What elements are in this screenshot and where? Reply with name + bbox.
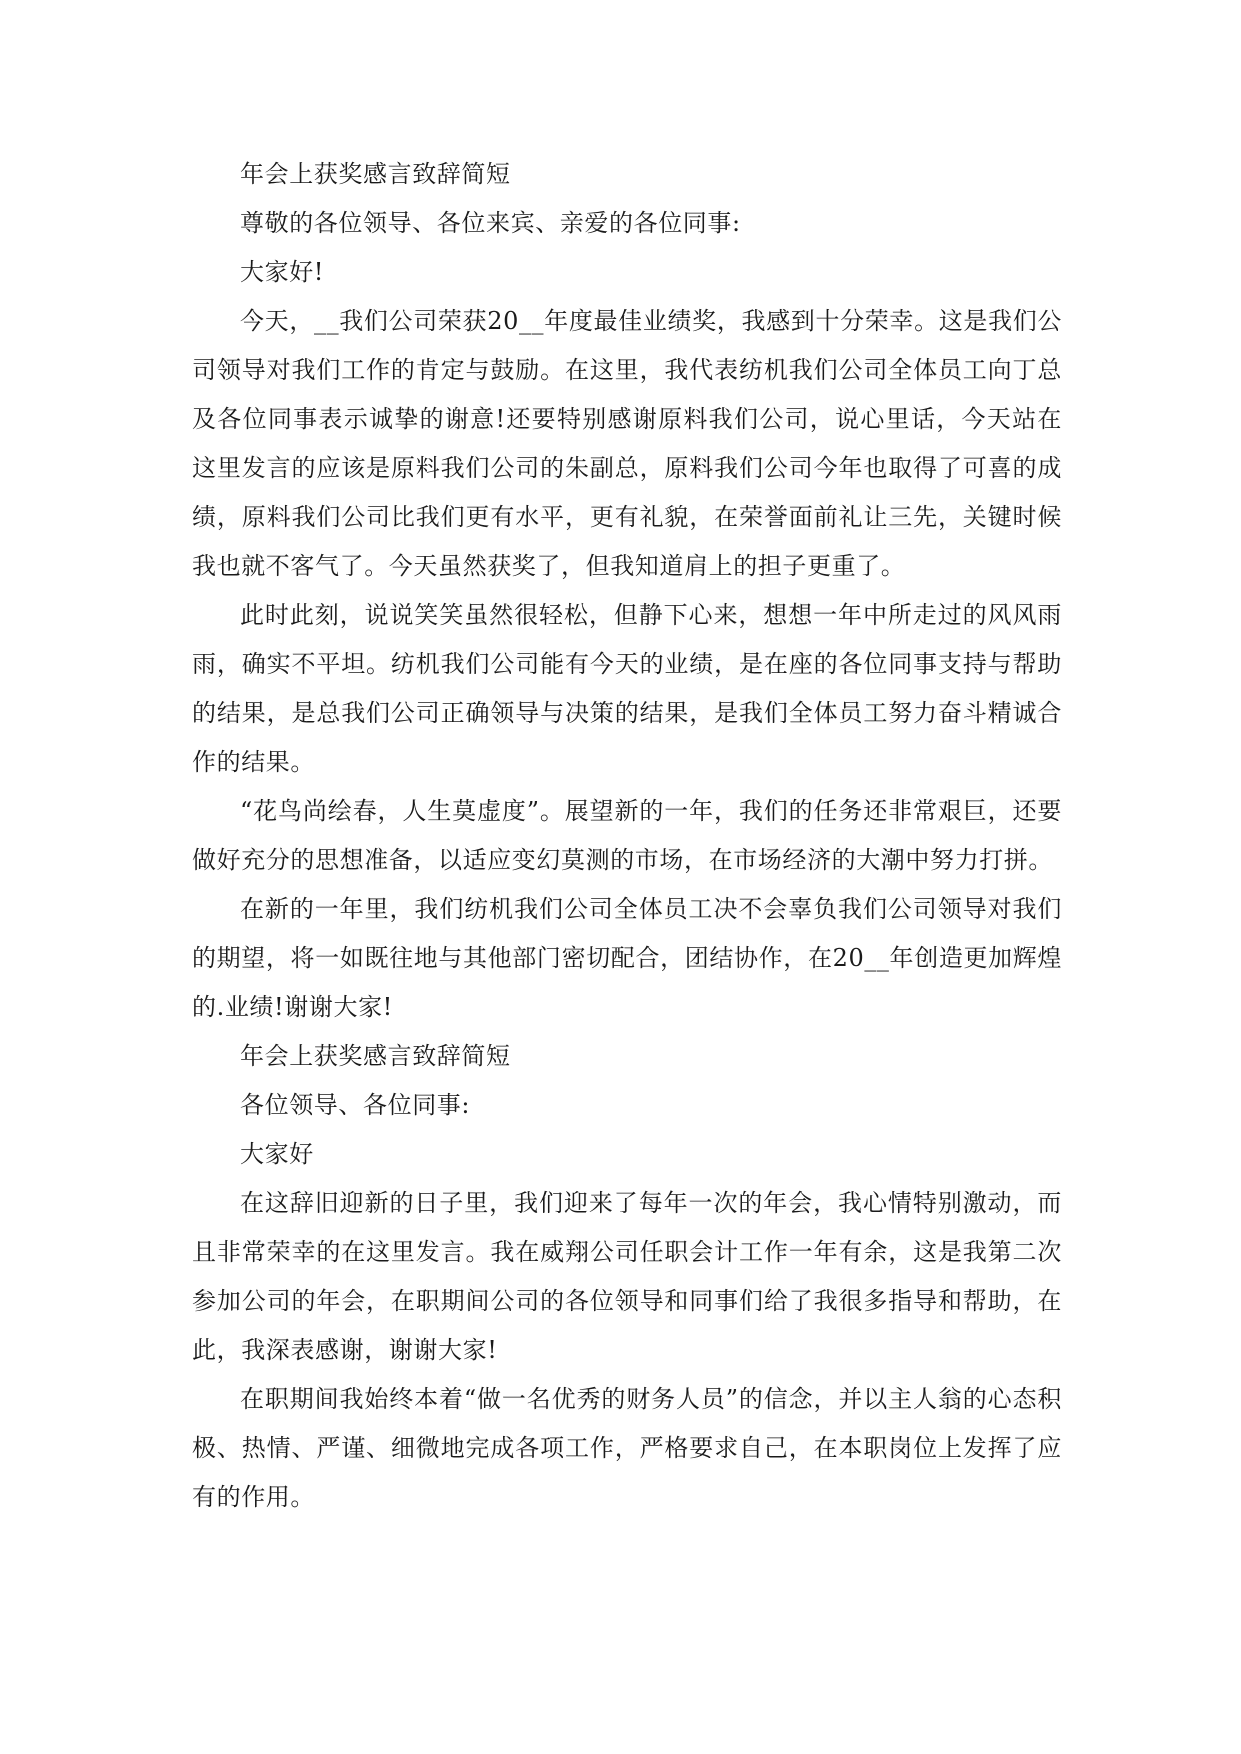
document-body xyxy=(192,150,1062,1522)
body-paragraph-6: 在职期间我始终本着“做一名优秀的财务人员”的信念，并以主人翁的心态积极、热情、严谨、细微地完成各项工作，严格要求自己，在本职岗位上发挥了应有的作用。 xyxy=(192,1385,1062,1511)
salutation-paragraph-2: 各位领导、各位同事: xyxy=(240,1091,471,1119)
body-paragraph-3: “花鸟尚绘春，人生莫虚度”。展望新的一年，我们的任务还非常艰巨，还要做好充分的思想准备，以适应变幻莫测的市场，在市场经济的大潮中努力打拼。 xyxy=(192,797,1062,874)
salutation-paragraph-1: 尊敬的各位领导、各位来宾、亲爱的各位同事: xyxy=(240,209,741,237)
body-paragraph-2: 此时此刻，说说笑笑虽然很轻松，但静下心来，想想一年中所走过的风风雨雨，确实不平坦。纺机我们公司能有今天的业绩，是在座的各位同事支持与帮助的结果，是总我们公司正确领导与决策的结果，是我们全体员工努力奋斗精诚合作的结果。 xyxy=(192,601,1062,776)
body-paragraph-4: 在新的一年里，我们纺机我们公司全体员工决不会辜负我们公司领导对我们的期望，将一如既往地与其他部门密切配合，团结协作，在20__年创造更加辉煌的.业绩!谢谢大家! xyxy=(192,895,1062,1021)
title-paragraph-2: 年会上获奖感言致辞简短 xyxy=(240,1042,511,1070)
title-paragraph-1: 年会上获奖感言致辞简短 xyxy=(240,160,511,188)
body-paragraph-5: 在这辞旧迎新的日子里，我们迎来了每年一次的年会，我心情特别激动，而且非常荣幸的在这里发言。我在威翔公司任职会计工作一年有余，这是我第二次参加公司的年会，在职期间公司的各位领导和同事们给了我很多指导和帮助，在此，我深表感谢，谢谢大家! xyxy=(192,1189,1062,1364)
greeting-paragraph-1: 大家好! xyxy=(240,258,325,286)
greeting-paragraph-2: 大家好 xyxy=(240,1140,314,1168)
body-paragraph-1: 今天，__我们公司荣获20__年度最佳业绩奖，我感到十分荣幸。这是我们公司领导对我们工作的肯定与鼓励。在这里，我代表纺机我们公司全体员工向丁总及各位同事表示诚挚的谢意!还要特别感谢原料我们公司，说心里话，今天站在这里发言的应该是原料我们公司的朱副总，原料我们公司今年也取得了可喜的成绩，原料我们公司比我们更有水平，更有礼貌，在荣誉面前礼让三先，关键时候我也就不客气了。今天虽然获奖了，但我知道肩上的担子更重了。 xyxy=(192,307,1062,580)
